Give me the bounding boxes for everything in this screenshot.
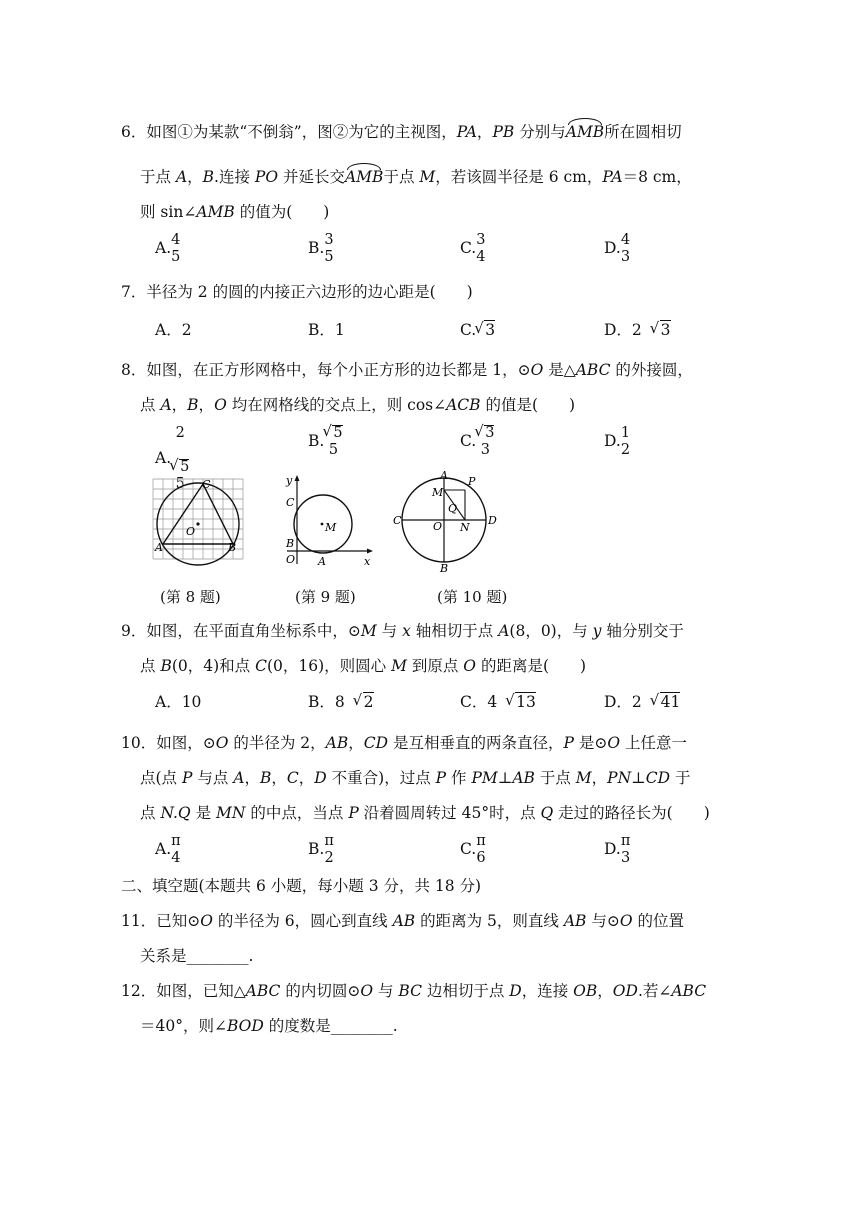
- q9-text: 的距离是( ): [476, 657, 587, 675]
- numerator: π: [620, 833, 631, 849]
- sqrt-radicand: √ 3: [476, 425, 494, 442]
- center-m-dot: [321, 523, 324, 526]
- q10-text: 不重合)，过点: [326, 769, 436, 787]
- q10-var: P: [563, 734, 574, 752]
- q6-text: 分别与: [514, 123, 566, 141]
- q8-text: ，: [171, 396, 188, 414]
- figure-10-caption: (第 10 题): [437, 588, 508, 606]
- q10-option-a[interactable]: [155, 833, 181, 867]
- numerator: 3: [324, 232, 334, 248]
- q10-text: 点: [140, 804, 161, 822]
- sqrt-radicand: √ 3: [652, 320, 671, 340]
- numerator: 1: [620, 425, 631, 441]
- q10-var: O: [215, 734, 229, 752]
- fraction: [621, 232, 630, 266]
- denominator: 3: [620, 249, 631, 265]
- q9-option-b[interactable]: [308, 692, 374, 712]
- q6-arc-amb: AMB: [344, 168, 384, 186]
- q10-var: CD: [645, 769, 671, 787]
- q9-option-a[interactable]: A．10: [155, 693, 202, 711]
- q9-var: B: [160, 657, 172, 675]
- q10-var: P: [181, 769, 193, 787]
- q12-text: ，连接: [521, 982, 574, 1000]
- q10-text: 是互相垂直的两条直径，: [388, 734, 564, 752]
- q12-text: 的内切圆⊙: [280, 982, 361, 1000]
- fraction: [324, 425, 342, 459]
- q7-stem: 7．半径为 2 的圆的内接正六边形的边心距是( ): [121, 283, 473, 301]
- option-label: B.: [308, 840, 325, 858]
- q10-text: 与点: [192, 769, 234, 787]
- q6-var: PA: [602, 168, 623, 186]
- y-axis-arrow: [295, 475, 300, 481]
- q11-var: O: [200, 912, 213, 930]
- figure-10-diagram: [392, 468, 500, 574]
- figure-9-diagram: [282, 472, 377, 570]
- sqrt-radicand: √ 2: [355, 692, 374, 712]
- q10-text: 沿着圆周转过 45°时，点: [358, 804, 541, 822]
- q12-line-2[interactable]: [140, 1016, 398, 1036]
- label-a: A: [318, 555, 326, 568]
- q9-var: x: [402, 622, 411, 640]
- q10-var: AB: [512, 769, 535, 787]
- q11-var: AB: [563, 912, 587, 930]
- sqrt-radicand: √ 5: [324, 425, 342, 442]
- option-label: B.: [308, 432, 325, 450]
- option-label: A.: [155, 239, 172, 257]
- label-b: B: [286, 537, 295, 550]
- q12-text: 的度数是________.: [263, 1017, 398, 1035]
- q10-text: 是⊙: [573, 734, 608, 752]
- q6-text: ＝8 cm，: [622, 168, 692, 186]
- q10-text: ⊥: [497, 769, 513, 787]
- option-label: B．8: [308, 693, 345, 711]
- q12-var: O: [360, 982, 374, 1000]
- triangle-abc: [163, 484, 233, 544]
- center-dot: [196, 522, 199, 525]
- denominator: 5: [171, 249, 181, 265]
- fraction: [476, 833, 486, 867]
- q10-text: 走过的路径长为( ): [553, 804, 710, 822]
- q6-arc-amb: AMB: [565, 123, 605, 141]
- q8-var: A: [160, 396, 172, 414]
- q10-var: C: [286, 769, 299, 787]
- option-label: C.: [460, 239, 477, 257]
- q11-text: 11．已知⊙: [121, 912, 201, 930]
- q9-line-2: [140, 656, 586, 676]
- q11-text: 与⊙: [586, 912, 620, 930]
- q10-var: PN: [607, 769, 632, 787]
- fraction: [324, 232, 333, 266]
- q12-var: OD: [612, 982, 638, 1000]
- q12-var: D: [509, 982, 522, 1000]
- q10-var: CD: [363, 734, 389, 752]
- q10-option-c[interactable]: [460, 833, 486, 867]
- q6-var: PO: [254, 168, 279, 186]
- q10-var: P: [435, 769, 447, 787]
- q10-var: D: [314, 769, 327, 787]
- sqrt-radicand: √ 41: [652, 692, 681, 712]
- figure-8-diagram: [150, 476, 250, 568]
- q12-text: 12．如图，已知△: [121, 982, 246, 1000]
- q10-text: ，: [591, 769, 608, 787]
- q7-option-d[interactable]: [604, 320, 671, 340]
- denominator: 5: [175, 476, 185, 492]
- q10-var: MN: [216, 804, 246, 822]
- denominator: 5: [324, 249, 334, 265]
- q10-text: 是: [190, 804, 217, 822]
- option-label: D．2: [604, 693, 642, 711]
- q10-var: B: [260, 769, 272, 787]
- figure-8-caption: (第 8 题): [160, 588, 221, 606]
- option-label: C.: [460, 321, 477, 339]
- q8-text: 8．如图，在正方形网格中，每个小正方形的边长都是 1，⊙: [121, 361, 531, 379]
- numerator: 3: [476, 232, 486, 248]
- q10-text: 点(点: [140, 769, 182, 787]
- q12-var: BOD: [226, 1017, 264, 1035]
- q6-option-a[interactable]: [155, 232, 180, 266]
- option-label: D.: [604, 840, 621, 858]
- q9-text: 到原点: [406, 657, 464, 675]
- q10-var: N.Q: [160, 804, 191, 822]
- q8-var: O: [530, 361, 544, 379]
- denominator: 6: [476, 850, 486, 866]
- q9-text: 与: [376, 622, 403, 640]
- option-label: B.: [308, 239, 325, 257]
- option-label: D.: [604, 239, 621, 257]
- q10-var: A: [233, 769, 245, 787]
- q8-text: 是△: [543, 361, 576, 379]
- q6-option-b[interactable]: [308, 232, 334, 266]
- q6-text: 6．如图①为某款“不倒翁”，图②为它的主视图，: [121, 123, 457, 141]
- q12-var: ABC: [671, 982, 707, 1000]
- fraction: [324, 833, 334, 867]
- q10-text: ，: [348, 734, 364, 752]
- denominator: 5: [328, 442, 339, 458]
- fraction: [476, 425, 494, 459]
- q8-text: 的外接圆，: [610, 361, 693, 379]
- q6-var: AMB: [196, 203, 235, 221]
- q6-option-d[interactable]: [604, 232, 630, 266]
- q6-var: PA: [456, 123, 477, 141]
- q10-text: ⊥: [631, 769, 646, 787]
- numerator: 4: [171, 232, 181, 248]
- q8-var: ABC: [575, 361, 611, 379]
- q6-line-1: [121, 122, 682, 142]
- q9-var: M: [360, 622, 377, 640]
- q6-text: 并延长交: [278, 168, 345, 186]
- q11-line-1: [121, 911, 684, 931]
- coefficient: 2: [175, 425, 185, 441]
- q9-var: C: [255, 657, 267, 675]
- label-a: A: [440, 469, 448, 482]
- q10-text: ，: [271, 769, 287, 787]
- q10-var: Q: [540, 804, 554, 822]
- q10-text: 作: [446, 769, 472, 787]
- q6-var: M: [419, 168, 436, 186]
- q10-text: 的中点，当点: [245, 804, 349, 822]
- q8-text: 均在网格线的交点上，则 cos∠: [226, 396, 447, 414]
- q7-option-b[interactable]: B．1: [308, 321, 345, 339]
- q9-var: A: [498, 622, 510, 640]
- denominator: 3: [620, 850, 631, 866]
- label-m: M: [432, 486, 444, 499]
- q10-text: 上任意一: [620, 734, 688, 752]
- q12-text: ＝40°，则∠: [140, 1017, 227, 1035]
- q6-var: B: [202, 168, 215, 186]
- q12-var: OB: [573, 982, 598, 1000]
- q9-text: 轴相切于点: [410, 622, 499, 640]
- q9-var: O: [463, 657, 477, 675]
- q8-line-1: [121, 360, 693, 380]
- q10-text: ，: [298, 769, 315, 787]
- denominator: 3: [480, 442, 490, 458]
- q6-text: .连接: [214, 168, 255, 186]
- label-c: C: [286, 496, 295, 509]
- q6-var: A: [175, 168, 188, 186]
- q12-text: 与: [373, 982, 399, 1000]
- q6-text: 于点: [383, 168, 420, 186]
- label-m: M: [325, 521, 337, 534]
- q11-text: 的位置: [632, 912, 685, 930]
- q12-var: BC: [398, 982, 422, 1000]
- label-n: N: [460, 521, 470, 534]
- label-q: Q: [448, 502, 458, 515]
- q11-line-2[interactable]: 关系是________.: [140, 947, 254, 965]
- label-y: y: [286, 474, 293, 487]
- numerator: π: [324, 833, 334, 849]
- fraction: [171, 232, 180, 266]
- q10-var: O: [607, 734, 621, 752]
- q9-text: (8，0)，与: [509, 622, 593, 640]
- q6-line-2: [140, 167, 692, 187]
- q7-option-c[interactable]: [460, 320, 495, 340]
- q8-text: ，: [198, 396, 215, 414]
- q10-var: AB: [325, 734, 349, 752]
- sqrt-radicand: √ 3: [476, 320, 495, 340]
- section-2-heading: 二、填空题(本题共 6 小题，每小题 3 分，共 18 分): [121, 877, 482, 895]
- option-label: C.: [460, 432, 477, 450]
- numerator: 4: [620, 232, 631, 248]
- q10-line-2: [140, 768, 690, 788]
- q9-option-c[interactable]: [460, 692, 536, 712]
- q10-var: P: [348, 804, 359, 822]
- fraction: [621, 833, 631, 867]
- denominator: 2: [620, 442, 631, 458]
- q9-var: y: [592, 622, 602, 640]
- numerator: [171, 425, 189, 476]
- fraction: [476, 232, 485, 266]
- option-label: C.: [460, 840, 477, 858]
- denominator: 4: [171, 850, 181, 866]
- q6-text: ，若该圆半径是 6 cm，: [435, 168, 603, 186]
- q11-var: O: [619, 912, 633, 930]
- q11-var: AB: [392, 912, 416, 930]
- q6-line-3: [140, 202, 329, 222]
- q12-text: .若∠: [637, 982, 672, 1000]
- q6-text: 的值为( ): [234, 203, 330, 221]
- q12-var: ABC: [245, 982, 281, 1000]
- q6-text: 所在圆相切: [604, 123, 682, 141]
- q8-option-d[interactable]: [604, 425, 630, 459]
- q10-line-3: [140, 803, 710, 823]
- q6-var: PB: [492, 123, 515, 141]
- q8-var: O: [214, 396, 227, 414]
- label-b: B: [440, 562, 449, 574]
- q12-line-1: [121, 981, 706, 1001]
- q9-line-1: [121, 621, 684, 641]
- label-o: O: [433, 520, 443, 533]
- q6-text: 于点: [140, 168, 176, 186]
- q8-var: ACB: [446, 396, 481, 414]
- figure-9-caption: (第 9 题): [295, 588, 356, 606]
- q9-text: 点: [140, 657, 161, 675]
- q10-option-b[interactable]: [308, 833, 334, 867]
- q9-text: (0，4)和点: [171, 657, 256, 675]
- q10-text: 10．如图，⊙: [121, 734, 216, 752]
- label-o: O: [286, 553, 296, 566]
- denominator: 4: [476, 249, 486, 265]
- q6-text: ，: [187, 168, 203, 186]
- q9-var: M: [391, 657, 407, 675]
- option-label: D．2: [604, 321, 642, 339]
- q10-line-1: [121, 733, 687, 753]
- option-label: C．4: [460, 693, 498, 711]
- q11-text: 的半径为 6，圆心到直线: [212, 912, 393, 930]
- sqrt-radicand: √ 13: [507, 692, 536, 712]
- fraction: [171, 833, 181, 867]
- q9-text: 9．如图，在平面直角坐标系中，⊙: [121, 622, 361, 640]
- q10-text: 的半径为 2，: [228, 734, 326, 752]
- option-label: A.: [155, 840, 172, 858]
- label-a: A: [155, 541, 163, 554]
- label-x: x: [364, 555, 371, 568]
- q9-text: 轴分别交于: [601, 622, 684, 640]
- q10-var: PM: [471, 769, 498, 787]
- q12-text: ，: [597, 982, 613, 1000]
- q10-option-d[interactable]: [604, 833, 630, 867]
- q10-text: 于: [670, 769, 691, 787]
- numerator: [476, 425, 494, 442]
- q8-line-2: [140, 395, 575, 415]
- label-c: C: [202, 478, 211, 491]
- q11-text: 的距离为 5，则直线: [415, 912, 564, 930]
- label-d: D: [488, 514, 497, 527]
- q10-var: M: [575, 769, 592, 787]
- q9-text: (0，16)，则圆心: [266, 657, 392, 675]
- q12-text: 边相切于点: [421, 982, 510, 1000]
- q7-option-a[interactable]: A．2: [155, 321, 192, 339]
- q9-option-d[interactable]: [604, 692, 680, 712]
- q6-text: ，: [476, 123, 493, 141]
- q8-option-b[interactable]: [308, 425, 343, 459]
- sqrt-radicand: √ 5: [171, 459, 189, 476]
- q10-text: 于点: [534, 769, 576, 787]
- q8-option-c[interactable]: [460, 425, 494, 459]
- numerator: [324, 425, 342, 442]
- label-c: C: [393, 514, 402, 527]
- q10-text: ，: [244, 769, 260, 787]
- q8-text: 的值是( ): [480, 396, 576, 414]
- label-b: B: [228, 541, 237, 554]
- label-o: O: [186, 525, 196, 538]
- numerator: π: [476, 833, 486, 849]
- x-axis-arrow: [367, 549, 373, 554]
- numerator: π: [171, 833, 181, 849]
- label-p: P: [468, 475, 476, 488]
- q6-text: 则 sin∠: [140, 203, 197, 221]
- option-label: A.: [155, 449, 172, 467]
- option-label: D.: [604, 432, 621, 450]
- q8-var: B: [187, 396, 199, 414]
- q8-text: 点: [140, 396, 161, 414]
- q6-option-c[interactable]: [460, 232, 485, 266]
- fraction: [621, 425, 630, 459]
- denominator: 2: [324, 850, 334, 866]
